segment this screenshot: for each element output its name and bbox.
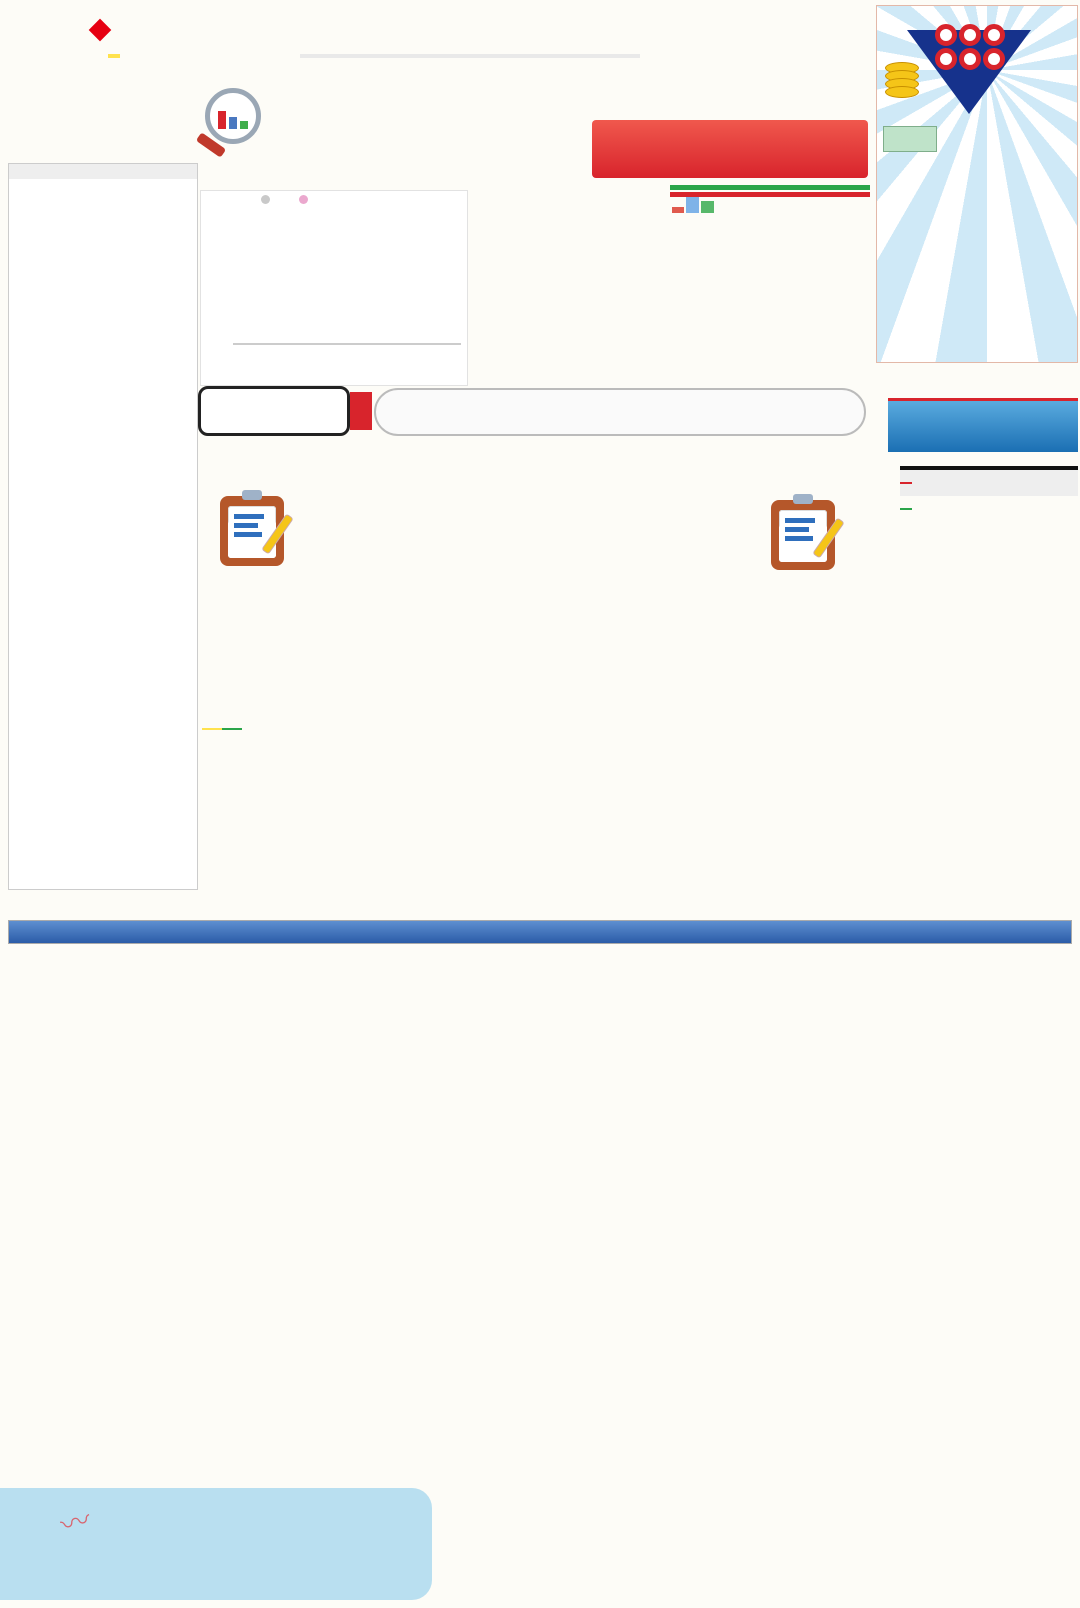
forecast-analysis <box>472 180 670 388</box>
preview-balls <box>374 388 866 436</box>
picks-label <box>202 728 222 730</box>
right-article-body <box>755 460 1078 742</box>
clipboard-icon <box>771 500 835 570</box>
picks-sub <box>222 728 242 730</box>
mini-bars-icon <box>672 197 714 213</box>
brush-decoration: 〰 <box>57 1503 95 1544</box>
zodiac-row <box>195 732 1080 882</box>
preview-bubble <box>198 386 350 436</box>
promo-sidebar <box>876 5 1078 363</box>
legend-tema <box>299 195 311 207</box>
logo-diamond-icon <box>89 19 112 42</box>
result-phone <box>300 54 640 58</box>
history-years-table <box>670 183 870 197</box>
site-watermark <box>0 1488 432 1600</box>
coins-icon <box>885 66 919 98</box>
col-tema <box>75 164 131 179</box>
column-badge-right <box>755 500 851 626</box>
left-article-body <box>202 492 668 714</box>
stats-table-header <box>9 164 197 179</box>
magnifier-icon <box>205 88 261 144</box>
legend-pingma <box>261 195 273 207</box>
cold-picks-row <box>900 496 1078 522</box>
col-segment <box>131 164 171 179</box>
banknote-icon <box>883 126 937 152</box>
chart-legend <box>261 195 311 207</box>
forecast-headline <box>592 120 868 178</box>
right-article-headline <box>888 398 1078 452</box>
preview-bubble-tab <box>350 392 372 430</box>
du-picks-box <box>900 466 1078 522</box>
recent-results-table <box>8 920 1072 944</box>
clipboard-pencil-icon <box>220 496 284 566</box>
years-green-bar <box>670 185 870 190</box>
col-pingma <box>9 164 75 179</box>
results-header <box>9 921 1071 943</box>
stats-year-block <box>100 86 200 90</box>
chart-yaxis <box>207 239 227 345</box>
promo-rings-icon <box>929 24 1011 70</box>
hot-picks-row <box>900 470 1078 496</box>
column-badge <box>202 496 302 626</box>
draw-result-label <box>108 54 120 58</box>
chart-plot <box>233 243 461 345</box>
tail-digit-chart <box>200 190 468 386</box>
number-stats-table <box>8 163 198 890</box>
